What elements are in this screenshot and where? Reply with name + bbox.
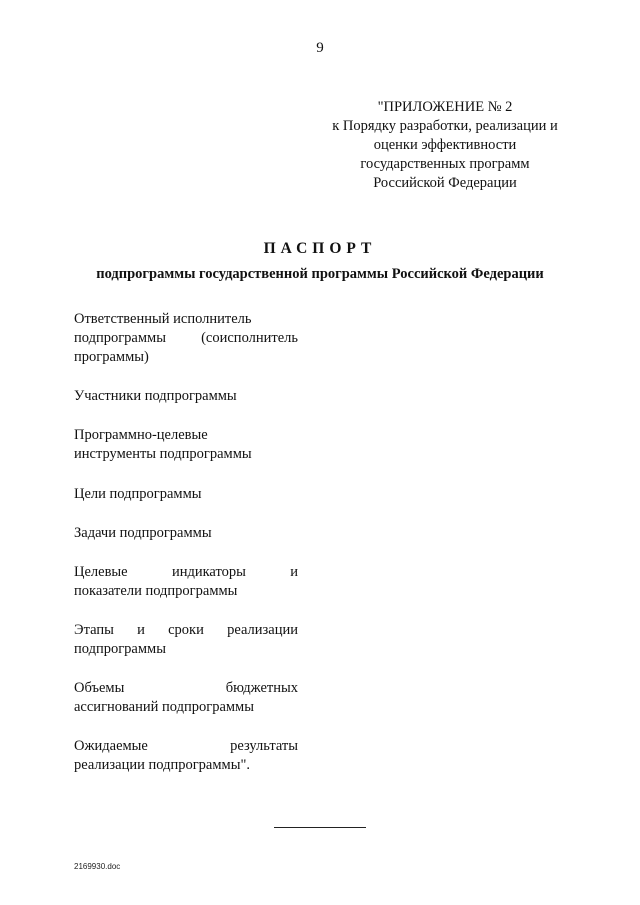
field-word: (соисполнитель <box>201 330 298 346</box>
field-word: и <box>290 564 298 580</box>
field-line: Участники подпрограммы <box>74 388 237 404</box>
field-tasks <box>74 524 298 543</box>
field-participants <box>74 387 298 406</box>
field-word: подпрограммы <box>74 330 166 346</box>
appendix-line-4: государственных программ <box>360 156 530 172</box>
field-word: и <box>137 622 145 638</box>
field-word: Целевые <box>74 564 128 580</box>
field-line-justified <box>74 679 298 698</box>
field-line: Цели подпрограммы <box>74 486 202 502</box>
field-word: бюджетных <box>225 680 298 696</box>
field-word: Ожидаемые <box>74 738 148 754</box>
footer-divider <box>274 827 366 828</box>
field-results <box>74 737 298 775</box>
field-stages <box>74 621 298 659</box>
appendix-line-1: "ПРИЛОЖЕНИЕ № 2 <box>377 99 513 115</box>
field-indicators <box>74 563 298 601</box>
appendix-header <box>310 98 580 193</box>
page-number: 9 <box>316 40 324 56</box>
field-line: инструменты подпрограммы <box>74 446 252 462</box>
field-line: Программно-целевые <box>74 427 208 443</box>
field-line: реализации подпрограммы". <box>74 757 250 773</box>
field-responsible-executor <box>74 310 298 367</box>
document-file-id: 2169930.doc <box>74 862 121 871</box>
field-line: программы) <box>74 349 149 365</box>
field-word: реализации <box>227 622 298 638</box>
field-line-justified <box>74 563 298 582</box>
document-subtitle: подпрограммы государственной программы Российской Федерации <box>96 266 544 282</box>
field-budget <box>74 679 298 717</box>
field-word: индикаторы <box>171 564 246 580</box>
field-line-justified <box>74 329 298 348</box>
document-title: ПАСПОРТ <box>263 240 377 257</box>
field-line: ассигнований подпрограммы <box>74 699 254 715</box>
field-goals <box>74 485 298 504</box>
field-line: подпрограммы <box>74 641 166 657</box>
field-word: Объемы <box>74 680 125 696</box>
field-line: показатели подпрограммы <box>74 583 238 599</box>
field-word: Этапы <box>74 622 114 638</box>
appendix-line-3: оценки эффективности <box>373 137 517 153</box>
appendix-line-5: Российской Федерации <box>373 175 517 191</box>
field-line-justified <box>74 621 298 640</box>
appendix-line-2: к Порядку разработки, реализации и <box>332 118 558 134</box>
field-line-justified <box>74 737 298 756</box>
field-line: Задачи подпрограммы <box>74 525 212 541</box>
field-line: Ответственный исполнитель <box>74 311 252 327</box>
field-instruments <box>74 426 298 464</box>
field-word: сроки <box>168 622 204 638</box>
field-word: результаты <box>230 738 298 754</box>
